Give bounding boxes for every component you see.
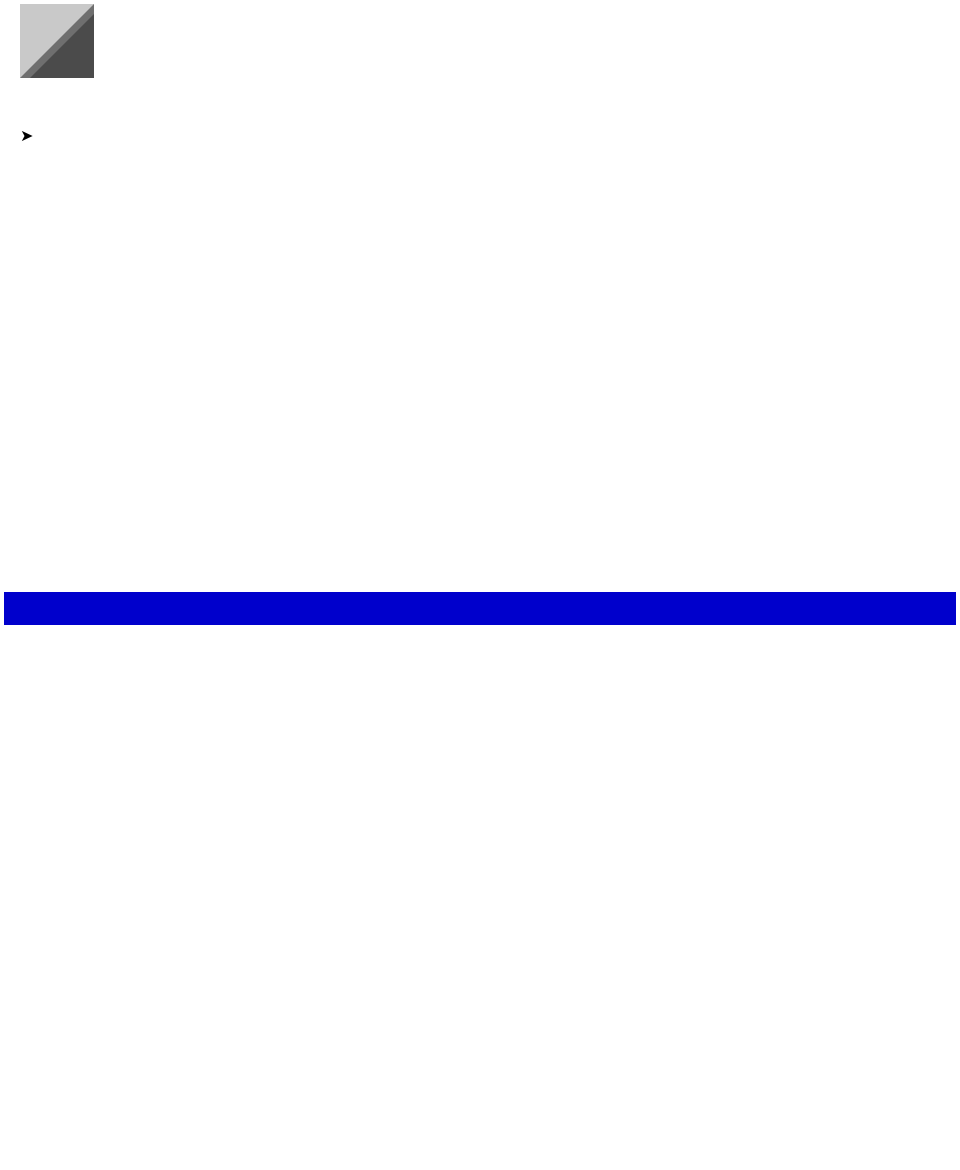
bullet-arrow-icon: ➤ <box>20 128 34 145</box>
atlantik-logo <box>20 4 520 78</box>
commodity-charts <box>0 320 960 535</box>
calendar-title <box>4 592 956 625</box>
